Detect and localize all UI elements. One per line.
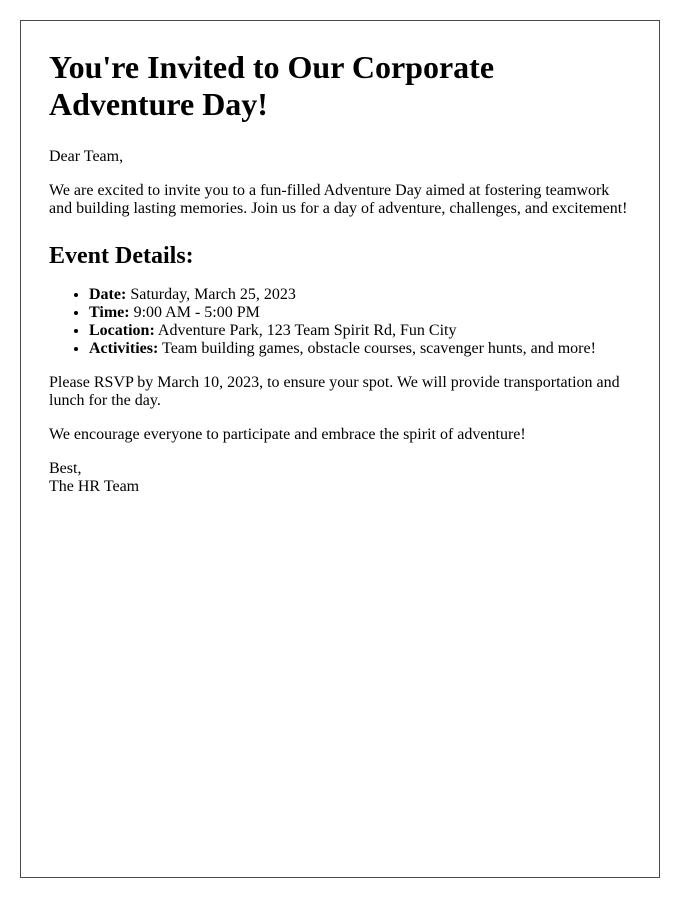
signature: The HR Team <box>49 478 140 495</box>
detail-value: Saturday, March 25, 2023 <box>130 286 296 303</box>
detail-item-location <box>89 322 631 340</box>
intro-paragraph: We are excited to invite you to a fun-filled Adventure Day aimed at fostering teamwork and building lasting memories. Join us for a day of adventure, challenges, and excitement! <box>49 182 628 217</box>
closing: Best, <box>49 460 82 477</box>
rsvp-paragraph: Please RSVP by March 10, 2023, to ensure your spot. We will provide transportation and lunch for the day. <box>49 374 620 409</box>
detail-label: Activities: <box>89 340 159 357</box>
signoff <box>49 460 631 496</box>
encourage-paragraph: We encourage everyone to participate and embrace the spirit of adventure! <box>49 426 526 443</box>
detail-item-activities <box>89 340 631 358</box>
detail-item-date <box>89 286 631 304</box>
event-details-list <box>49 286 631 358</box>
detail-value: Adventure Park, 123 Team Spirit Rd, Fun City <box>157 322 457 339</box>
detail-value: Team building games, obstacle courses, scavenger hunts, and more! <box>162 340 596 357</box>
event-details-heading: Event Details: <box>49 243 194 269</box>
greeting: Dear Team, <box>49 148 124 165</box>
detail-item-time <box>89 304 631 322</box>
detail-value: 9:00 AM - 5:00 PM <box>133 304 260 321</box>
invitation-letter <box>20 20 660 878</box>
detail-label: Location: <box>89 322 155 339</box>
detail-label: Date: <box>89 286 127 303</box>
letter-title: You're Invited to Our Corporate Adventure Day! <box>49 49 495 122</box>
detail-label: Time: <box>89 304 130 321</box>
